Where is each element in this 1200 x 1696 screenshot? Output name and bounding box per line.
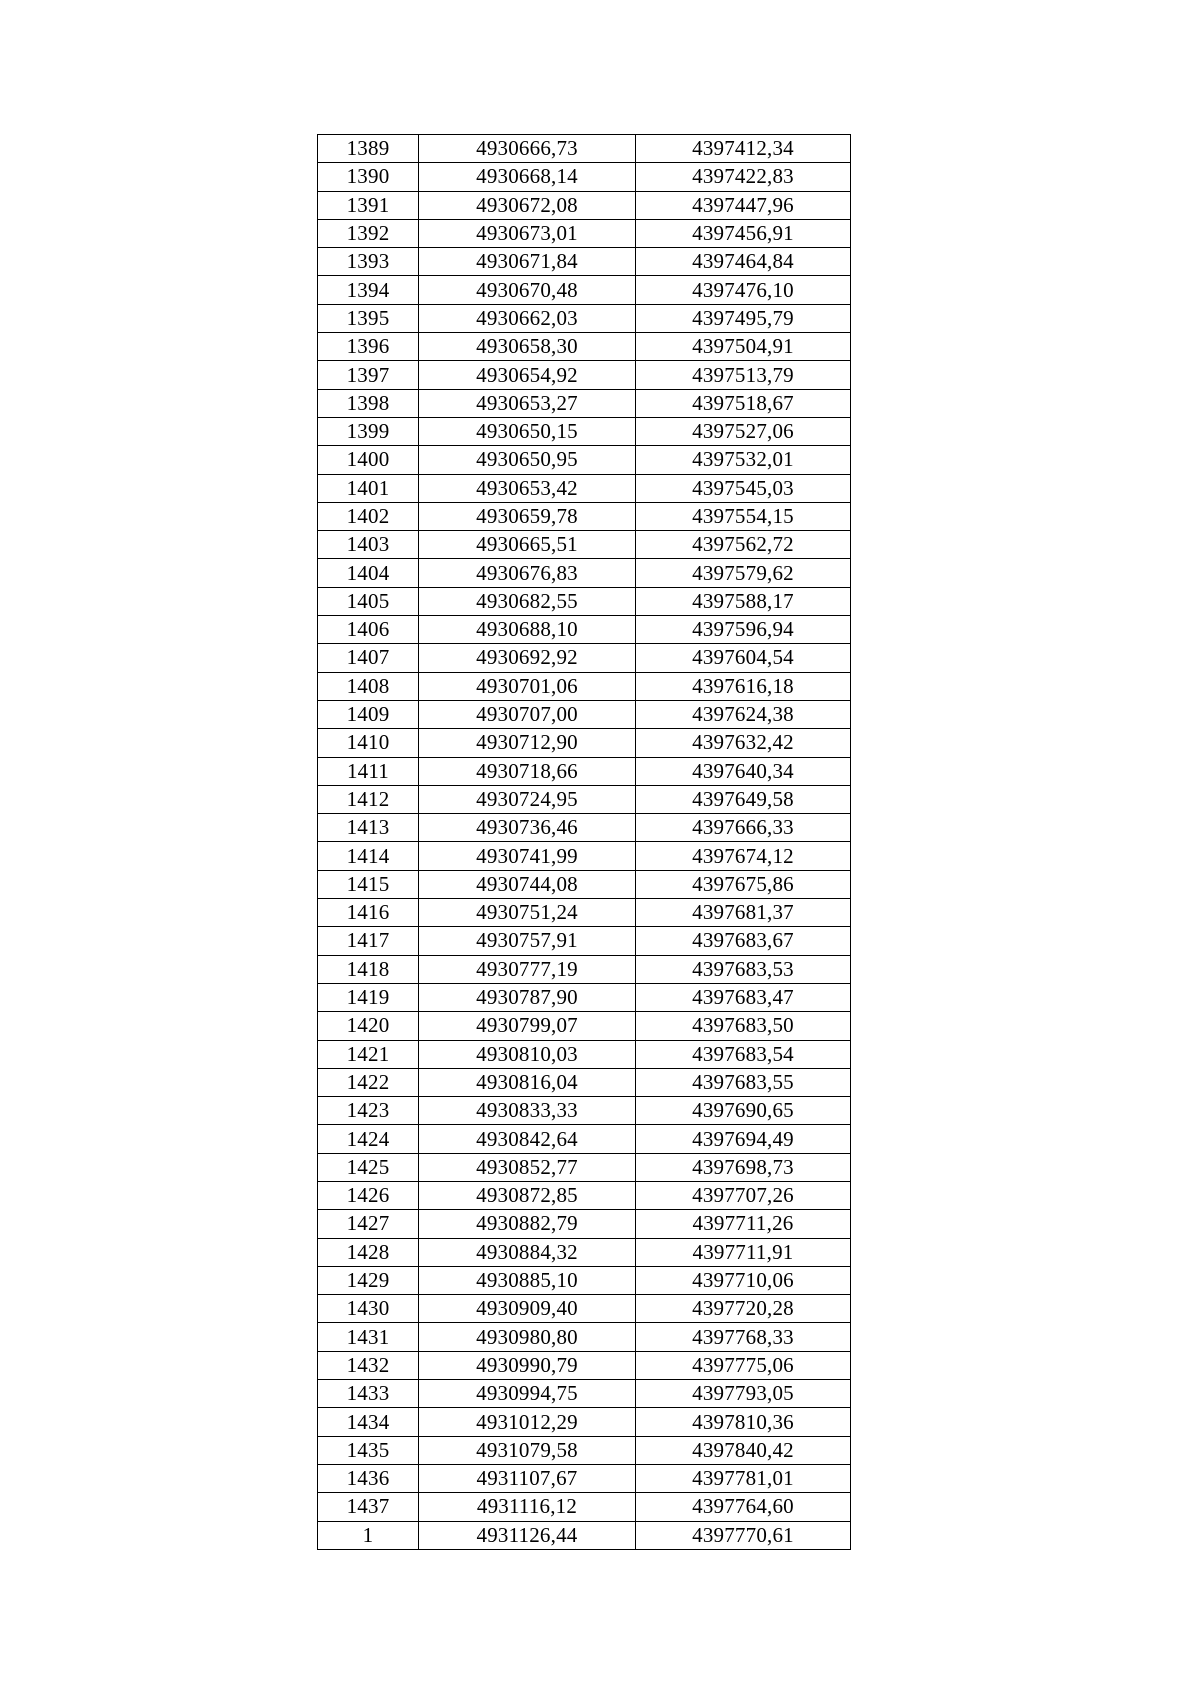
table-row: [318, 1351, 851, 1379]
x-coordinate-cell: 4930990,79: [419, 1351, 636, 1379]
y-coordinate-cell: 4397764,60: [636, 1493, 851, 1521]
point-number-cell: 1421: [318, 1040, 419, 1068]
y-coordinate-cell: 4397476,10: [636, 276, 851, 304]
y-coordinate-cell: 4397422,83: [636, 163, 851, 191]
table-row: [318, 644, 851, 672]
point-number-cell: 1434: [318, 1408, 419, 1436]
table-row: [318, 616, 851, 644]
point-number-cell: 1419: [318, 983, 419, 1011]
table-row: [318, 1097, 851, 1125]
y-coordinate-cell: 4397793,05: [636, 1380, 851, 1408]
x-coordinate-cell: 4930777,19: [419, 955, 636, 983]
x-coordinate-cell: 4930741,99: [419, 842, 636, 870]
y-coordinate-cell: 4397527,06: [636, 417, 851, 445]
x-coordinate-cell: 4930682,55: [419, 587, 636, 615]
y-coordinate-cell: 4397562,72: [636, 531, 851, 559]
point-number-cell: 1391: [318, 191, 419, 219]
point-number-cell: 1432: [318, 1351, 419, 1379]
y-coordinate-cell: 4397681,37: [636, 899, 851, 927]
table-row: [318, 700, 851, 728]
x-coordinate-cell: 4930671,84: [419, 248, 636, 276]
table-row: [318, 1323, 851, 1351]
x-coordinate-cell: 4930673,01: [419, 219, 636, 247]
x-coordinate-cell: 4930718,66: [419, 757, 636, 785]
table-row: [318, 1493, 851, 1521]
y-coordinate-cell: 4397690,65: [636, 1097, 851, 1125]
point-number-cell: 1406: [318, 616, 419, 644]
y-coordinate-cell: 4397698,73: [636, 1153, 851, 1181]
table-row: [318, 1436, 851, 1464]
point-number-cell: 1412: [318, 785, 419, 813]
table-row: [318, 1068, 851, 1096]
point-number-cell: 1399: [318, 417, 419, 445]
y-coordinate-cell: 4397604,54: [636, 644, 851, 672]
y-coordinate-cell: 4397711,26: [636, 1210, 851, 1238]
point-number-cell: 1416: [318, 899, 419, 927]
table-row: [318, 1380, 851, 1408]
point-number-cell: 1425: [318, 1153, 419, 1181]
x-coordinate-cell: 4930736,46: [419, 814, 636, 842]
point-number-cell: 1411: [318, 757, 419, 785]
x-coordinate-cell: 4930852,77: [419, 1153, 636, 1181]
point-number-cell: 1401: [318, 474, 419, 502]
point-number-cell: 1389: [318, 135, 419, 163]
table-row: [318, 1266, 851, 1294]
x-coordinate-cell: 4930668,14: [419, 163, 636, 191]
table-row: [318, 304, 851, 332]
point-number-cell: 1403: [318, 531, 419, 559]
x-coordinate-cell: 4930650,15: [419, 417, 636, 445]
x-coordinate-cell: 4930688,10: [419, 616, 636, 644]
x-coordinate-cell: 4930712,90: [419, 729, 636, 757]
table-row: [318, 1521, 851, 1549]
y-coordinate-cell: 4397675,86: [636, 870, 851, 898]
x-coordinate-cell: 4930701,06: [419, 672, 636, 700]
y-coordinate-cell: 4397518,67: [636, 389, 851, 417]
y-coordinate-cell: 4397666,33: [636, 814, 851, 842]
point-number-cell: 1436: [318, 1464, 419, 1492]
table-row: [318, 955, 851, 983]
x-coordinate-cell: 4930666,73: [419, 135, 636, 163]
y-coordinate-cell: 4397683,50: [636, 1012, 851, 1040]
table-row: [318, 219, 851, 247]
point-number-cell: 1417: [318, 927, 419, 955]
point-number-cell: 1424: [318, 1125, 419, 1153]
table-row: [318, 587, 851, 615]
x-coordinate-cell: 4930653,27: [419, 389, 636, 417]
table-row: [318, 531, 851, 559]
x-coordinate-cell: 4931126,44: [419, 1521, 636, 1549]
table-row: [318, 1181, 851, 1209]
point-number-cell: 1418: [318, 955, 419, 983]
x-coordinate-cell: 4930653,42: [419, 474, 636, 502]
table-row: [318, 1153, 851, 1181]
y-coordinate-cell: 4397781,01: [636, 1464, 851, 1492]
x-coordinate-cell: 4930882,79: [419, 1210, 636, 1238]
x-coordinate-cell: 4930650,95: [419, 446, 636, 474]
x-coordinate-cell: 4930707,00: [419, 700, 636, 728]
table-row: [318, 1125, 851, 1153]
x-coordinate-cell: 4930833,33: [419, 1097, 636, 1125]
point-number-cell: 1396: [318, 333, 419, 361]
x-coordinate-cell: 4930724,95: [419, 785, 636, 813]
table-row: [318, 899, 851, 927]
point-number-cell: 1437: [318, 1493, 419, 1521]
y-coordinate-cell: 4397596,94: [636, 616, 851, 644]
point-number-cell: 1429: [318, 1266, 419, 1294]
y-coordinate-cell: 4397674,12: [636, 842, 851, 870]
table-row: [318, 814, 851, 842]
x-coordinate-cell: 4931107,67: [419, 1464, 636, 1492]
point-number-cell: 1423: [318, 1097, 419, 1125]
x-coordinate-cell: 4930884,32: [419, 1238, 636, 1266]
x-coordinate-cell: 4930810,03: [419, 1040, 636, 1068]
y-coordinate-cell: 4397711,91: [636, 1238, 851, 1266]
point-number-cell: 1390: [318, 163, 419, 191]
point-number-cell: 1431: [318, 1323, 419, 1351]
y-coordinate-cell: 4397447,96: [636, 191, 851, 219]
point-number-cell: 1407: [318, 644, 419, 672]
y-coordinate-cell: 4397710,06: [636, 1266, 851, 1294]
point-number-cell: 1404: [318, 559, 419, 587]
y-coordinate-cell: 4397649,58: [636, 785, 851, 813]
y-coordinate-cell: 4397683,55: [636, 1068, 851, 1096]
y-coordinate-cell: 4397616,18: [636, 672, 851, 700]
x-coordinate-cell: 4930670,48: [419, 276, 636, 304]
y-coordinate-cell: 4397632,42: [636, 729, 851, 757]
point-number-cell: 1400: [318, 446, 419, 474]
x-coordinate-cell: 4930842,64: [419, 1125, 636, 1153]
y-coordinate-cell: 4397810,36: [636, 1408, 851, 1436]
x-coordinate-cell: 4931116,12: [419, 1493, 636, 1521]
x-coordinate-cell: 4930816,04: [419, 1068, 636, 1096]
table-row: [318, 446, 851, 474]
table-row: [318, 842, 851, 870]
y-coordinate-cell: 4397640,34: [636, 757, 851, 785]
table-row: [318, 389, 851, 417]
table-row: [318, 559, 851, 587]
point-number-cell: 1435: [318, 1436, 419, 1464]
point-number-cell: 1410: [318, 729, 419, 757]
point-number-cell: 1430: [318, 1295, 419, 1323]
y-coordinate-cell: 4397683,67: [636, 927, 851, 955]
point-number-cell: 1393: [318, 248, 419, 276]
y-coordinate-cell: 4397456,91: [636, 219, 851, 247]
table-row: [318, 1040, 851, 1068]
point-number-cell: 1397: [318, 361, 419, 389]
table-row: [318, 474, 851, 502]
x-coordinate-cell: 4930994,75: [419, 1380, 636, 1408]
point-number-cell: 1395: [318, 304, 419, 332]
y-coordinate-cell: 4397545,03: [636, 474, 851, 502]
y-coordinate-cell: 4397504,91: [636, 333, 851, 361]
x-coordinate-cell: 4930751,24: [419, 899, 636, 927]
table-row: [318, 1012, 851, 1040]
point-number-cell: 1409: [318, 700, 419, 728]
x-coordinate-cell: 4930658,30: [419, 333, 636, 361]
point-number-cell: 1402: [318, 502, 419, 530]
table-row: [318, 1464, 851, 1492]
y-coordinate-cell: 4397840,42: [636, 1436, 851, 1464]
table-row: [318, 870, 851, 898]
y-coordinate-cell: 4397720,28: [636, 1295, 851, 1323]
point-number-cell: 1422: [318, 1068, 419, 1096]
x-coordinate-cell: 4930672,08: [419, 191, 636, 219]
coordinates-table-body: [318, 135, 851, 1550]
table-row: [318, 1238, 851, 1266]
point-number-cell: 1428: [318, 1238, 419, 1266]
x-coordinate-cell: 4930757,91: [419, 927, 636, 955]
y-coordinate-cell: 4397495,79: [636, 304, 851, 332]
y-coordinate-cell: 4397707,26: [636, 1181, 851, 1209]
x-coordinate-cell: 4930659,78: [419, 502, 636, 530]
x-coordinate-cell: 4930662,03: [419, 304, 636, 332]
point-number-cell: 1: [318, 1521, 419, 1549]
y-coordinate-cell: 4397683,53: [636, 955, 851, 983]
table-row: [318, 417, 851, 445]
y-coordinate-cell: 4397588,17: [636, 587, 851, 615]
point-number-cell: 1413: [318, 814, 419, 842]
y-coordinate-cell: 4397464,84: [636, 248, 851, 276]
point-number-cell: 1427: [318, 1210, 419, 1238]
table-row: [318, 983, 851, 1011]
point-number-cell: 1420: [318, 1012, 419, 1040]
table-row: [318, 757, 851, 785]
table-row: [318, 135, 851, 163]
point-number-cell: 1414: [318, 842, 419, 870]
x-coordinate-cell: 4930909,40: [419, 1295, 636, 1323]
table-row: [318, 276, 851, 304]
point-number-cell: 1426: [318, 1181, 419, 1209]
y-coordinate-cell: 4397412,34: [636, 135, 851, 163]
point-number-cell: 1408: [318, 672, 419, 700]
x-coordinate-cell: 4931012,29: [419, 1408, 636, 1436]
table-row: [318, 1210, 851, 1238]
x-coordinate-cell: 4930692,92: [419, 644, 636, 672]
table-row: [318, 927, 851, 955]
x-coordinate-cell: 4930799,07: [419, 1012, 636, 1040]
point-number-cell: 1405: [318, 587, 419, 615]
y-coordinate-cell: 4397770,61: [636, 1521, 851, 1549]
table-row: [318, 248, 851, 276]
x-coordinate-cell: 4930872,85: [419, 1181, 636, 1209]
table-row: [318, 333, 851, 361]
x-coordinate-cell: 4930654,92: [419, 361, 636, 389]
point-number-cell: 1398: [318, 389, 419, 417]
x-coordinate-cell: 4930885,10: [419, 1266, 636, 1294]
y-coordinate-cell: 4397694,49: [636, 1125, 851, 1153]
y-coordinate-cell: 4397513,79: [636, 361, 851, 389]
point-number-cell: 1394: [318, 276, 419, 304]
x-coordinate-cell: 4930665,51: [419, 531, 636, 559]
point-number-cell: 1433: [318, 1380, 419, 1408]
y-coordinate-cell: 4397775,06: [636, 1351, 851, 1379]
table-row: [318, 191, 851, 219]
point-number-cell: 1415: [318, 870, 419, 898]
table-row: [318, 361, 851, 389]
y-coordinate-cell: 4397579,62: [636, 559, 851, 587]
table-row: [318, 729, 851, 757]
y-coordinate-cell: 4397768,33: [636, 1323, 851, 1351]
y-coordinate-cell: 4397624,38: [636, 700, 851, 728]
y-coordinate-cell: 4397683,54: [636, 1040, 851, 1068]
coordinates-table: [317, 134, 851, 1550]
table-row: [318, 785, 851, 813]
table-row: [318, 502, 851, 530]
y-coordinate-cell: 4397532,01: [636, 446, 851, 474]
table-row: [318, 672, 851, 700]
x-coordinate-cell: 4931079,58: [419, 1436, 636, 1464]
x-coordinate-cell: 4930744,08: [419, 870, 636, 898]
x-coordinate-cell: 4930676,83: [419, 559, 636, 587]
y-coordinate-cell: 4397554,15: [636, 502, 851, 530]
point-number-cell: 1392: [318, 219, 419, 247]
table-row: [318, 1408, 851, 1436]
table-row: [318, 1295, 851, 1323]
x-coordinate-cell: 4930787,90: [419, 983, 636, 1011]
y-coordinate-cell: 4397683,47: [636, 983, 851, 1011]
table-row: [318, 163, 851, 191]
x-coordinate-cell: 4930980,80: [419, 1323, 636, 1351]
